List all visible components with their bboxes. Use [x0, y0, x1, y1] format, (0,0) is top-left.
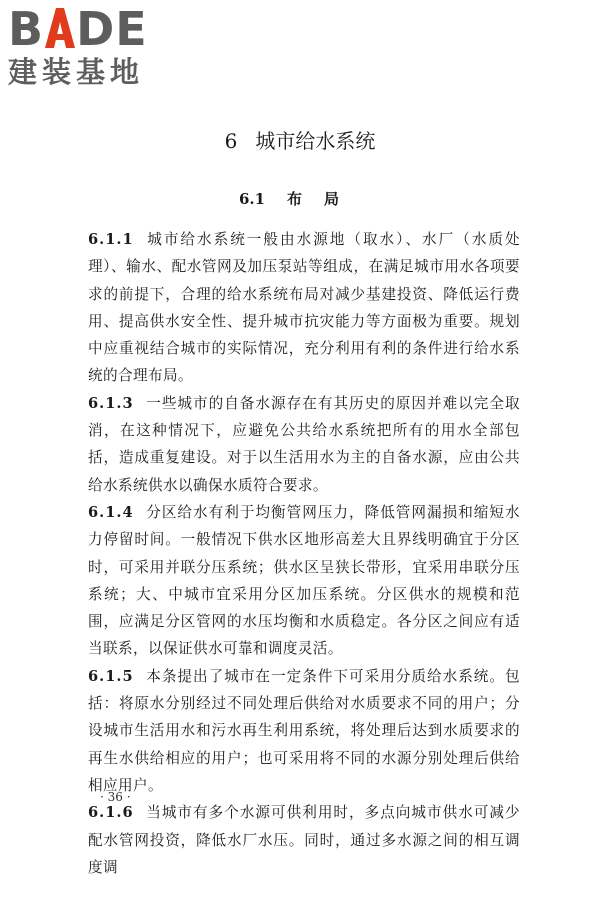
chapter-title	[0, 126, 600, 156]
chapter-number: 6	[224, 129, 238, 153]
document-body	[88, 226, 520, 881]
paragraph-text: 分区给水有利于均衡管网压力，降低管网漏损和缩短水力停留时间。一般情况下供水区地形高差大且界线明确宜于分区时，可采用并联分压系统；供水区呈狭长带形，宜采用串联分压系统；大、中城市宜采用分区加压系统。分区供水的规模和范围，应满足分区管网的水压均衡和水质稳定。各分区之间应有适当联系，以保证供水可靠和调度灵活。	[88, 503, 520, 658]
clause-number: 6.1.1	[88, 231, 134, 248]
paragraph-6-1-5	[88, 663, 520, 799]
paragraph-6-1-4	[88, 499, 520, 663]
section-title	[0, 186, 600, 212]
paragraph-text: 本条提出了城市在一定条件下可采用分质给水系统。包括：将原水分别经过不同处理后供给对水质要求不同的用户；分设城市生活用水和污水再生利用系统，将处理后达到水质要求的再生水供给相应的用户；也可采用将不同的水源分别处理后供给相应用户。	[88, 667, 520, 794]
logo-wordmark: B DE	[8, 2, 148, 56]
paragraph-6-1-3	[88, 390, 520, 499]
paragraph-text: 城市给水系统一般由水源地（取水）、水厂（水质处理）、输水、配水管网及加压泵站等组成，在满足城市用水各项要求的前提下，合理的给水系统布局对减少基建投资、降低运行费用、提高供水安全性、提升城市抗灾能力等方面极为重要。规划中应重视结合城市的实际情况，充分利用有利的条件进行给水系统的合理布局。	[88, 231, 520, 385]
bade-logo	[8, 2, 178, 92]
chapter-title-text: 城市给水系统	[255, 129, 376, 153]
paragraph-6-1-6	[88, 799, 520, 881]
logo-subtitle: 建装基地	[8, 55, 145, 89]
clause-number: 6.1.5	[88, 667, 134, 685]
clause-number: 6.1.4	[88, 503, 134, 521]
clause-number: 6.1.3	[88, 394, 134, 412]
clause-number: 6.1.6	[88, 804, 134, 822]
page-number: · 36 ·	[100, 790, 131, 804]
logo-a-mark	[45, 8, 75, 48]
paragraph-text: 一些城市的自备水源存在有其历史的原因并难以完全取消，在这种情况下，应避免公共给水系统把所有的用水全部包括，造成重复建设。对于以生活用水为主的自备水源，应由公共给水系统供水以确保水质符合要求。	[88, 394, 520, 494]
paragraph-6-1-1	[88, 226, 520, 390]
section-title-text: 布局	[287, 190, 362, 208]
section-number: 6.1	[238, 190, 266, 208]
paragraph-text: 当城市有多个水源可供利用时，多点向城市供水可减少配水管网投资，降低水厂水压。同时，通过多水源之间的相互调度调	[88, 804, 520, 876]
